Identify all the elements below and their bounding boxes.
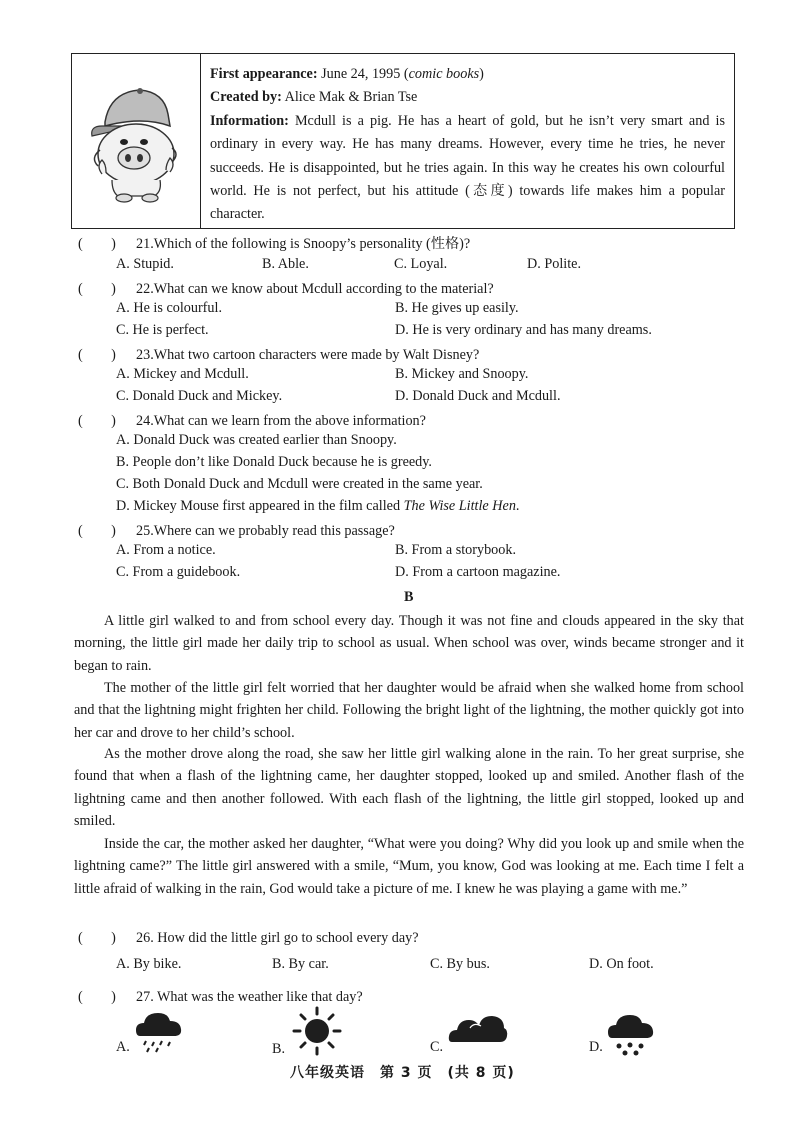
option-d: D. Polite. [527,256,581,272]
option-d: D. On foot. [589,956,654,972]
question-stem: 23.What two cartoon characters were made by Walt Disney? [136,347,480,363]
option-d: D. [589,1039,603,1055]
option-a: A. From a notice. [116,542,216,558]
question-27 [78,986,758,1006]
first-appearance-line: First appearance: June 24, 1995 (comic books) [210,66,484,82]
option-d: D. From a cartoon magazine. [395,564,561,580]
passage-paragraph-2: The mother of the little girl felt worried that her daughter would be afraid when she walked home from school and that the lightning might frighten her child. Following the bright light of the lightning, the mother quickly got into her car and drove to her child’s school. [74,680,744,741]
option-a: A. Donald Duck was created earlier than Snoopy. [116,432,397,448]
answer-bracket[interactable]: ( ) [78,347,116,363]
answer-bracket[interactable]: ( ) [78,236,116,252]
passage-paragraph-3: As the mother drove along the road, she saw her little girl walking alone in the rain. To her great surprise, she found that when a flash of the lightning came, her daughter stopped, looked up and smiled. Another flash of the lightning came and then another followed. With each flash of the lightning, the little girl stopped, looked up and smiled. [74,746,744,829]
information-label: Information: [210,112,289,129]
question-26 [78,927,758,947]
question-22 [78,278,758,298]
question-21 [78,233,758,253]
option-a: A. Mickey and Mcdull. [116,366,249,382]
question-stem: 24.What can we learn from the above information? [136,413,426,429]
option-c: C. Loyal. [394,256,448,272]
first-appearance-label: First appearance: [210,66,318,82]
option-b: B. From a storybook. [395,542,516,558]
option-d: D. Donald Duck and Mcdull. [395,388,561,404]
question-25 [78,520,758,540]
option-a: A. He is colourful. [116,300,222,316]
section-b-title: B [404,589,414,605]
option-c: C. From a guidebook. [116,564,241,580]
answer-bracket[interactable]: ( ) [78,989,116,1005]
character-info-box [71,53,735,229]
option-c: C. By bus. [430,956,490,972]
rain-cloud-icon [134,1008,184,1056]
option-b: B. [272,1041,286,1057]
sun-icon [292,1006,342,1056]
question-stem: 25.Where can we probably read this passage? [136,523,395,539]
option-c: C. [430,1039,444,1055]
option-b: B. Mickey and Snoopy. [395,366,529,382]
question-23 [78,344,758,364]
created-by-line: Created by: Alice Mak & Brian Tse [210,89,418,106]
mcdull-image [72,54,201,228]
question-stem: 22.What can we know about Mcdull according to the material? [136,281,494,297]
passage-paragraph-4: Inside the car, the mother asked her daughter, “What were you doing? Why did you look up and smile when the lightning came?” The little girl answered with a smile, “Mum, you know, God was looking at me. Each time I felt a little afraid of walking in the rain, God would take a picture of me. I knew he was playing a game with me.” [74,836,744,897]
option-d: D. He is very ordinary and has many dreams. [395,322,652,338]
option-a: A. By bike. [116,956,182,972]
page-footer: 八年级英语 第 3 页 (共 8 页) [290,1065,515,1081]
option-c: C. Donald Duck and Mickey. [116,388,283,404]
answer-bracket[interactable]: ( ) [78,523,116,539]
option-b: B. He gives up easily. [395,300,519,316]
option-a: A. Stupid. [116,256,174,272]
question-stem: 27. What was the weather like that day? [136,989,363,1005]
cloudy-icon [448,1010,508,1046]
question-stem: 21.Which of the following is Snoopy’s personality (性格)? [136,236,471,252]
option-c: C. Both Donald Duck and Mcdull were created in the same year. [116,476,483,492]
option-b: B. By car. [272,956,329,972]
option-a: A. [116,1039,130,1055]
created-by-label: Created by: [210,89,282,106]
question-24 [78,410,758,430]
option-b: B. Able. [262,256,309,272]
passage-paragraph-1: A little girl walked to and from school every day. Though it was not fine and clouds appeared in the sky that morning, the little girl made her daily trip to school as usual. When school was over, winds became stronger and it began to rain. [74,613,744,674]
option-c: C. He is perfect. [116,322,209,338]
mcdull-pig-icon [72,54,198,226]
answer-bracket[interactable]: ( ) [78,930,116,946]
option-b: B. People don’t like Donald Duck because he is greedy. [116,454,432,470]
answer-bracket[interactable]: ( ) [78,281,116,297]
question-stem: 26. How did the little girl go to school every day? [136,930,419,946]
character-info-text [201,54,734,228]
information-paragraph: Information: Mcdull is a pig. He has a heart of gold, but he isn’t very smart and is ordinary in every way. He has many dreams. However, every time he tries, he never succeeds. He is disappointed, but he tries again. In this way he creates his own colourful world. He is not perfect, but his attitude (态度) towards life makes him a popular character. [210,112,725,223]
snow-cloud-icon [606,1010,658,1058]
answer-bracket[interactable]: ( ) [78,413,116,429]
option-d: D. Mickey Mouse first appeared in the film called The Wise Little Hen. [116,498,520,514]
